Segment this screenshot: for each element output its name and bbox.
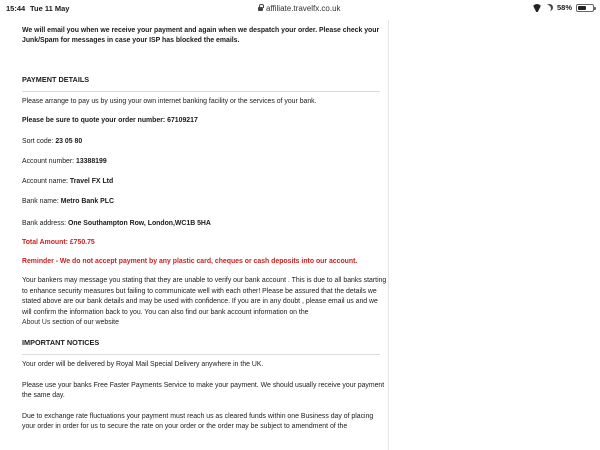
status-indicators — [532, 3, 594, 12]
moon-icon — [546, 4, 553, 11]
account-name-value: Travel FX Ltd — [69, 178, 114, 185]
order-content — [14, 12, 388, 432]
important-notices-heading: IMPORTANT NOTICES — [22, 337, 100, 347]
payment-intro: Please arrange to pay us by using your own internet banking facility or the services of your bank. — [22, 98, 317, 105]
account-number-label: Account number: — [22, 158, 75, 165]
account-number-row — [22, 157, 388, 167]
sort-code-label: Sort code: — [22, 138, 54, 145]
battery-percent: 58% — [556, 3, 572, 12]
verify-text-end: section of our website — [52, 319, 119, 327]
exchange-rate-notice: Due to exchange rate fluctuations your payment must reach us as cleared funds within one Business day of placing your order in order for us to secure the rate on your order or the order may be subject to amendment of the — [22, 412, 374, 430]
total-amount: Total Amount: £750.75 — [22, 239, 95, 246]
sort-code-row — [22, 137, 388, 147]
account-number-value: 13388199 — [76, 158, 107, 165]
delivery-notice: Your order will be delivered by Royal Mail Special Delivery anywhere in the UK. — [22, 360, 264, 368]
email-notice: We will email you when we receive your payment and again when we despatch your order. Please check your Junk/Spam for messages in case your ISP has blocked the emails. — [22, 27, 380, 44]
status-bar — [0, 0, 600, 20]
battery-fill — [578, 6, 586, 10]
quote-order-number: Please be sure to quote your order number: 67109217 — [22, 117, 198, 124]
account-name-row — [22, 177, 388, 187]
sort-code-value: 23 05 80 — [55, 138, 83, 145]
wifi-icon — [532, 4, 542, 12]
divider — [22, 91, 380, 92]
divider — [22, 354, 380, 355]
battery-icon — [576, 4, 594, 12]
payment-reminder: Reminder - We do not accept payment by any plastic card, cheques or cash deposits into our account. — [22, 258, 358, 265]
status-time: 15:44 — [6, 4, 26, 13]
verify-notice — [22, 276, 388, 329]
bank-name-value: Metro Bank PLC — [60, 198, 114, 205]
content-border — [388, 0, 389, 450]
bank-address-row — [22, 219, 388, 229]
payment-details-heading: PAYMENT DETAILS — [22, 75, 90, 84]
about-us-link[interactable]: About Us — [22, 319, 51, 327]
bank-name-label: Bank name: — [22, 198, 59, 205]
lock-icon — [258, 7, 263, 11]
faster-payments-notice: Please use your banks Free Faster Payments Service to make your payment. We should usually receive your payment the same day. — [22, 381, 385, 399]
status-date: Tue 11 May — [30, 4, 70, 13]
bank-name-row — [22, 197, 388, 207]
address-url: affiliate.travelfx.co.uk — [266, 4, 341, 13]
account-name-label: Account name: — [22, 178, 68, 185]
bank-address-label: Bank address: — [22, 220, 67, 227]
address-bar[interactable] — [258, 4, 341, 13]
bank-address-value: One Southampton Row, London,WC1B 5HA — [67, 220, 211, 227]
verify-text: Your bankers may message you stating that they are unable to verify our bank account . This is due to all banks starting to enhance security measures but failing to communicate well with each other! Please be assured that the details we stated above are our bank details and may be used with confidence. If you are in any doubt , please email us and we will confirm the information back to you. You can also find our bank account information on the — [22, 277, 387, 316]
